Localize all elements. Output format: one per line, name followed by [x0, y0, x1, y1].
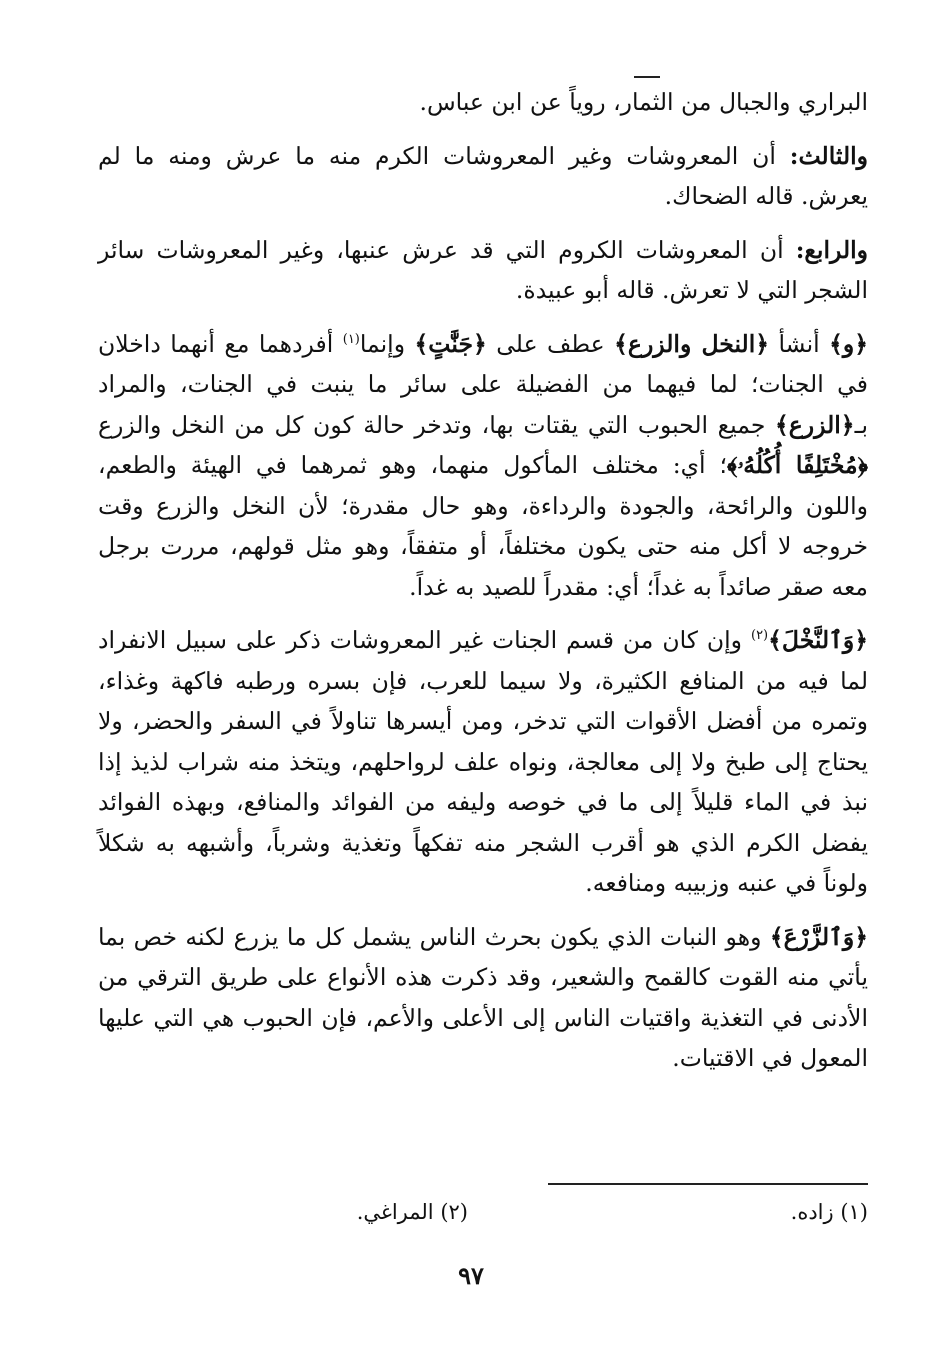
footnote-ref: (١) [342, 331, 360, 347]
paragraph-1 [98, 82, 868, 123]
quran-quote: ﴿و﴾ [829, 329, 869, 358]
paragraph-text: وإن كان من قسم الجنات غير المعروشات ذكر على سبيل الانفراد لما فيه من المنافع الكثيرة، ولا سيما للعرب، فإن بسره ورطبه فاكهة وغذاء، وتمره من أفضل الأقوات التي تدخر، ومن أيسرها تناولاً في السفر والحضر، ولا يحتاج إلى طبخ ولا إلى معالجة، ونواه علف لرواحلهم، ويتخذ منه شراب لذيذ إذا نبذ في الماء قليلاً إلى ما في خوصه وليفه من الفوائد والمنافع، وبهذه الفوائد يفضل الكرم الذي هو أقرب الشجر منه تفكهاً وتغذية وشرباً، وأشبهه به شكلاً ولوناً في عنبه وزبيبه ومنافعه. [98, 626, 868, 897]
paragraph-text: عطف على [486, 329, 615, 358]
paragraph-5 [98, 620, 868, 904]
paragraph-3 [98, 230, 868, 311]
quran-quote: ﴿الزرع﴾ [774, 410, 855, 439]
paragraph-text: وإنما [359, 329, 415, 358]
footnote-divider [548, 1183, 868, 1185]
paragraph-4 [98, 324, 868, 608]
quran-quote: ﴿جَنَّٰتٍ﴾ [414, 329, 487, 358]
quran-quote: ﴿وَٱلزَّرْعَ﴾ [769, 922, 868, 951]
paragraph-text: أن المعروشات وغير المعروشات الكرم منه ما عرش ومنه ما لم يعرش. قاله الضحاك. [98, 141, 868, 210]
main-text [98, 82, 868, 1092]
paragraph-text: جميع الحبوب التي يقتات بها، وتدخر حالة كون كل من النخل والزرع [98, 410, 775, 439]
footnote-1: (١) زاده. [790, 1200, 868, 1224]
footnote-2: (٢) المراغي. [356, 1200, 468, 1224]
quran-quote: ﴿النخل والزرع﴾ [614, 329, 769, 358]
paragraph-text: البراري والجبال من الثمار، روياً عن ابن عباس. [419, 88, 868, 116]
footnote-ref: (٢) [750, 628, 769, 644]
paragraph-lead: والرابع: [795, 235, 868, 264]
paragraph-text: أنشأ [769, 329, 830, 358]
paragraph-lead: والثالث: [789, 141, 868, 170]
paragraph-6 [98, 917, 868, 1079]
paragraph-2 [98, 136, 868, 217]
quran-quote: ﴿وَٱلنَّخْلَ﴾ [768, 626, 868, 654]
paragraph-text: وهو النبات الذي يكون بحرث الناس يشمل كل ما يزرع لكنه خص بما يأتي منه القوت كالقمح والشعير، وقد ذكرت هذه الأنواع على طريق الترقي من الأدنى في التغذية واقتيات الناس إلى الأعلى والأعم، فإن الحبوب هي التي عليها المعول في الاقتيات. [98, 922, 868, 1072]
quran-quote: ﴿مُخْتَلِفًا أُكُلُهُۥ﴾ [726, 451, 868, 479]
footnotes [300, 1192, 868, 1232]
page-number: ٩٧ [458, 1261, 484, 1290]
paragraph-text: أن المعروشات الكروم التي قد عرش عنبها، وغير المعروشات سائر الشجر التي لا تعرش. قاله أبو عبيدة. [98, 235, 868, 304]
top-mark [634, 76, 660, 78]
paragraph-text: ؛ أي: مختلف المأكول منهما، وهو ثمرهما في الهيئة والطعم، واللون والرائحة، والجودة والرداءة، وهو حال مقدرة؛ لأن النخل والزرع وقت خروجه لا أكل منه حتى يكون مختلفاً، أو متفقاً، وهو مثل قولهم، مررت برجل معه صقر صائداً به غداً؛ أي: مقدراً للصيد به غداً. [98, 451, 868, 601]
paragraph-text: أفردهما مع أنهما داخلان في الجنات؛ لما فيهما من الفضيلة على سائر ما ينبت في الجنات، والمراد بـ [98, 329, 868, 439]
